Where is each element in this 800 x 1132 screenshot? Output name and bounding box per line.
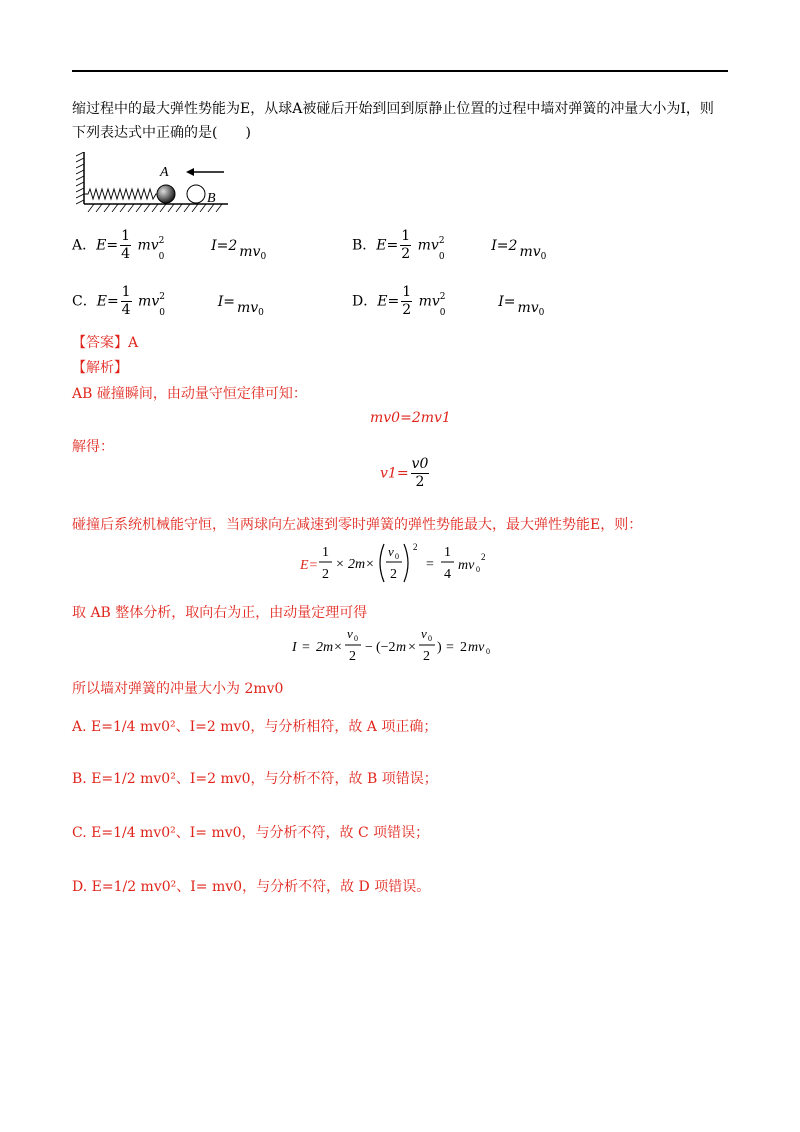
solution-step-4: 取 AB 整体分析，取向右为正，由动量定理可得 — [72, 605, 368, 621]
solution-step-3: 碰撞后系统机械能守恒，当两球向左减速到零时弹簧的弹性势能最大，最大弹性势能E，则： — [72, 517, 643, 533]
header-rule — [72, 70, 728, 72]
equation-v1: v1= $\frac{v0}{2}$ — [380, 456, 429, 490]
svg-text:0: 0 — [476, 565, 480, 574]
solution-step-5: 所以墙对弹簧的冲量大小为 2mv0 — [72, 681, 284, 697]
equation-impulse — [292, 624, 532, 668]
svg-text:m: m — [396, 640, 407, 655]
option-a[interactable]: A．E= $\frac{1}{4}$ mv 2 0 I=2 $mv_0$ — [72, 228, 267, 262]
conclusion-a: A. E=1/4 mv0²、I=2 mv0，与分析相符，故 A 项正确； — [72, 719, 438, 735]
svg-text:mv: mv — [468, 640, 485, 655]
conclusion-c: C. E=1/4 mv0²、I= mv0，与分析不符，故 C 项错误； — [72, 825, 430, 841]
analysis-label: 【解析】 — [72, 360, 128, 376]
svg-text:(−2: (−2 — [376, 640, 396, 655]
svg-text:0: 0 — [354, 634, 358, 643]
svg-text:2: 2 — [423, 649, 430, 664]
svg-text:): ) — [437, 640, 442, 655]
svg-text:2: 2 — [413, 542, 418, 552]
svg-text:I: I — [292, 640, 297, 655]
svg-text:2: 2 — [460, 640, 467, 655]
option-c[interactable]: C．E= $\frac{1}{4}$ mv 2 0 $I= mv_0$ — [72, 284, 264, 318]
svg-text:4: 4 — [444, 567, 451, 582]
svg-text:0: 0 — [486, 647, 490, 656]
svg-text:0: 0 — [395, 552, 399, 561]
answer-line: 【答案】A — [72, 335, 139, 351]
svg-text:=: = — [302, 640, 310, 655]
option-b[interactable]: B．E= $\frac{1}{2}$ mv 2 0 I=2 $mv_0$ — [352, 228, 547, 262]
solution-step-2: 解得： — [72, 439, 114, 455]
option-d[interactable]: D．E= $\frac{1}{2}$ mv 2 0 $I= mv_0$ — [352, 284, 545, 318]
svg-text:2m: 2m — [316, 640, 334, 655]
svg-text:2: 2 — [481, 552, 486, 562]
svg-text:B: B — [207, 191, 216, 206]
conclusion-d: D. E=1/2 mv0²、I= mv0，与分析不符，故 D 项错误。 — [72, 879, 431, 895]
svg-text:=: = — [426, 557, 434, 572]
svg-text:×: × — [366, 557, 374, 572]
svg-text:×: × — [336, 557, 344, 572]
spring-ball-figure — [76, 152, 236, 212]
svg-text:2m: 2m — [348, 557, 366, 572]
svg-text:1: 1 — [444, 545, 451, 560]
svg-text:1: 1 — [322, 545, 329, 560]
svg-text:2: 2 — [322, 567, 329, 582]
svg-text:2: 2 — [349, 649, 356, 664]
svg-text:E=: E= — [300, 558, 318, 573]
conclusion-b: B. E=1/2 mv0²、I=2 mv0，与分析不符，故 B 项错误； — [72, 771, 438, 787]
svg-text:v: v — [421, 626, 427, 641]
solution-step-1: AB 碰撞瞬间，由动量守恒定律可知： — [72, 386, 307, 402]
svg-text:2: 2 — [390, 567, 397, 582]
equation-momentum: mv0=2mv1 — [370, 410, 451, 426]
svg-text:×: × — [408, 640, 416, 655]
svg-text:−: − — [365, 640, 373, 655]
svg-text:A: A — [160, 165, 169, 180]
svg-text:v: v — [347, 626, 353, 641]
svg-text:mv: mv — [458, 558, 475, 573]
question-line-2: 下列表达式中正确的是( ) — [72, 125, 251, 141]
svg-text:=: = — [446, 640, 454, 655]
svg-text:×: × — [334, 640, 342, 655]
question-line-1: 缩过程中的最大弹性势能为E，从球A被碰后开始到回到原静止位置的过程中墙对弹簧的冲量大小为I，则 — [72, 101, 714, 117]
svg-text:0: 0 — [428, 634, 432, 643]
equation-energy — [300, 538, 540, 588]
svg-text:v: v — [388, 544, 394, 559]
